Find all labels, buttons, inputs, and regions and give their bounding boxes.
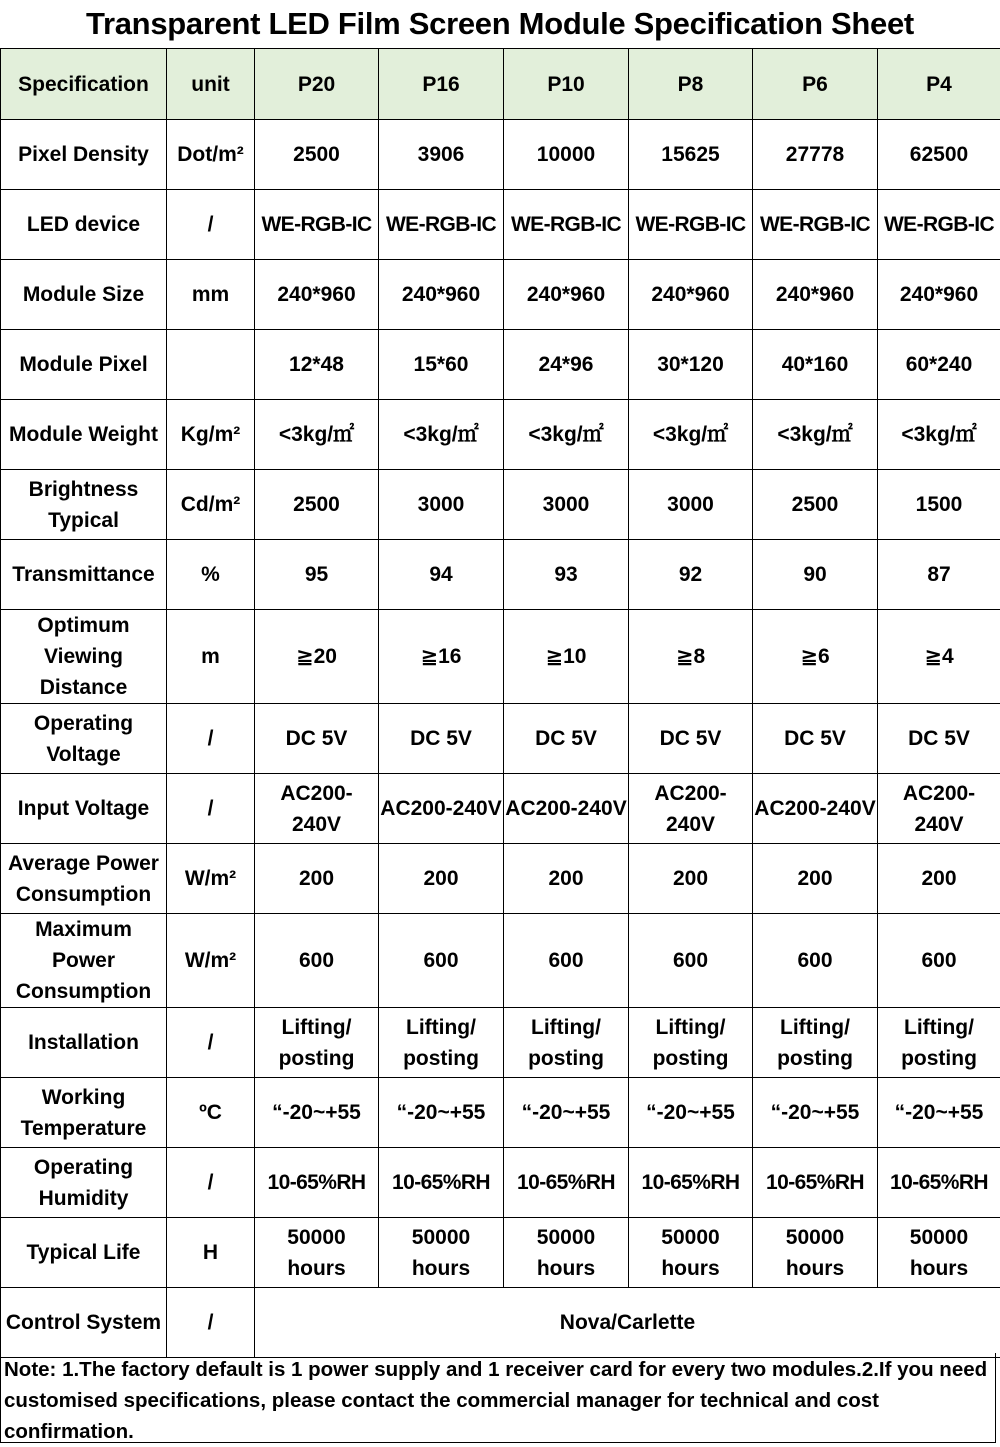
value-cell: 10-65%RH: [255, 1148, 379, 1218]
value-cell: 92: [629, 540, 753, 610]
value-cell: <3kg/㎡: [379, 400, 504, 470]
sheet-title: Transparent LED Film Screen Module Specification Sheet: [0, 0, 1000, 48]
value-cell: <3kg/㎡: [629, 400, 753, 470]
value-cell: AC200-240V: [504, 774, 629, 844]
value-cell: 200: [629, 844, 753, 914]
value-cell: 50000 hours: [878, 1218, 1000, 1288]
value-cell: WE-RGB-IC: [753, 190, 878, 260]
value-cell: DC 5V: [629, 704, 753, 774]
row-label: Operating Voltage: [1, 704, 167, 774]
row-unit: m: [167, 610, 255, 704]
value-cell: DC 5V: [379, 704, 504, 774]
row-label: Module Size: [1, 260, 167, 330]
row-label: LED device: [1, 190, 167, 260]
value-cell: 200: [379, 844, 504, 914]
value-cell: 15*60: [379, 330, 504, 400]
value-cell: 10-65%RH: [753, 1148, 878, 1218]
value-cell: AC200-240V: [753, 774, 878, 844]
header-cell: unit: [167, 49, 255, 120]
row-unit: /: [167, 1148, 255, 1218]
value-cell: 600: [753, 914, 878, 1008]
value-cell: “-20~+55: [629, 1078, 753, 1148]
header-cell: P20: [255, 49, 379, 120]
value-cell: ≧4: [878, 610, 1000, 704]
table-row: [1, 1148, 1000, 1218]
value-cell: 10-65%RH: [379, 1148, 504, 1218]
value-cell: Lifting/ posting: [878, 1008, 1000, 1078]
table-row: [1, 1008, 1000, 1078]
value-cell: 200: [255, 844, 379, 914]
value-cell: 600: [878, 914, 1000, 1008]
table-row: [1, 190, 1000, 260]
value-cell: 600: [255, 914, 379, 1008]
value-cell: 2500: [255, 470, 379, 540]
header-cell: P4: [878, 49, 1000, 120]
value-cell: 94: [379, 540, 504, 610]
value-cell: DC 5V: [504, 704, 629, 774]
row-label: Optimum Viewing Distance: [1, 610, 167, 704]
table-row: [1, 470, 1000, 540]
value-cell: 3000: [379, 470, 504, 540]
value-cell: 50000 hours: [379, 1218, 504, 1288]
table-row: [1, 844, 1000, 914]
value-cell: 95: [255, 540, 379, 610]
value-cell: 10-65%RH: [504, 1148, 629, 1218]
row-label: Typical Life: [1, 1218, 167, 1288]
value-cell: WE-RGB-IC: [878, 190, 1000, 260]
value-cell: 240*960: [255, 260, 379, 330]
row-unit: /: [167, 190, 255, 260]
value-cell: 10000: [504, 120, 629, 190]
row-label: Operating Humidity: [1, 1148, 167, 1218]
value-cell: ≧8: [629, 610, 753, 704]
table-row: [1, 914, 1000, 1008]
value-cell: 50000 hours: [753, 1218, 878, 1288]
row-unit: Dot/m²: [167, 120, 255, 190]
row-label: Installation: [1, 1008, 167, 1078]
value-cell: WE-RGB-IC: [504, 190, 629, 260]
value-cell: ≧20: [255, 610, 379, 704]
value-cell: ≧10: [504, 610, 629, 704]
table-row: [1, 704, 1000, 774]
value-cell: 200: [753, 844, 878, 914]
value-cell: WE-RGB-IC: [629, 190, 753, 260]
value-cell: 27778: [753, 120, 878, 190]
value-cell: 240*960: [629, 260, 753, 330]
value-cell: 240*960: [753, 260, 878, 330]
table-row: [1, 120, 1000, 190]
spec-table: [0, 48, 1000, 1358]
row-unit: mm: [167, 260, 255, 330]
row-unit: [167, 330, 255, 400]
value-cell: 200: [504, 844, 629, 914]
control-system-row: [1, 1288, 1000, 1358]
table-row: [1, 1078, 1000, 1148]
row-unit: /: [167, 1008, 255, 1078]
value-cell: 50000 hours: [504, 1218, 629, 1288]
row-label: Input Voltage: [1, 774, 167, 844]
value-cell: 62500: [878, 120, 1000, 190]
row-unit: /: [167, 774, 255, 844]
value-cell: 600: [504, 914, 629, 1008]
table-row: [1, 540, 1000, 610]
table-row: [1, 774, 1000, 844]
value-cell: DC 5V: [753, 704, 878, 774]
value-cell: “-20~+55: [255, 1078, 379, 1148]
value-cell: AC200-240V: [255, 774, 379, 844]
value-cell: 12*48: [255, 330, 379, 400]
value-cell: 15625: [629, 120, 753, 190]
row-label: Maximum Power Consumption: [1, 914, 167, 1008]
value-cell: 1500: [878, 470, 1000, 540]
value-cell: 24*96: [504, 330, 629, 400]
value-cell: 2500: [255, 120, 379, 190]
table-row: [1, 1218, 1000, 1288]
value-cell: 93: [504, 540, 629, 610]
value-cell: 240*960: [379, 260, 504, 330]
value-cell: 3000: [629, 470, 753, 540]
row-label: Average Power Consumption: [1, 844, 167, 914]
row-unit: /: [167, 704, 255, 774]
value-cell: 10-65%RH: [629, 1148, 753, 1218]
row-label: Module Weight: [1, 400, 167, 470]
value-cell: 50000 hours: [629, 1218, 753, 1288]
value-cell: <3kg/㎡: [878, 400, 1000, 470]
table-row: [1, 610, 1000, 704]
row-label: Module Pixel: [1, 330, 167, 400]
header-cell: Specification: [1, 49, 167, 120]
row-unit: W/m²: [167, 914, 255, 1008]
header-cell: P10: [504, 49, 629, 120]
row-label: Transmittance: [1, 540, 167, 610]
value-cell: ≧6: [753, 610, 878, 704]
value-cell: 90: [753, 540, 878, 610]
value-cell: WE-RGB-IC: [379, 190, 504, 260]
row-unit: %: [167, 540, 255, 610]
value-cell: AC200-240V: [379, 774, 504, 844]
value-cell: 240*960: [504, 260, 629, 330]
row-unit: ºC: [167, 1078, 255, 1148]
row-label: Control System: [1, 1288, 167, 1358]
value-cell: 2500: [753, 470, 878, 540]
row-unit: W/m²: [167, 844, 255, 914]
value-cell: “-20~+55: [753, 1078, 878, 1148]
header-cell: P8: [629, 49, 753, 120]
value-cell: ≧16: [379, 610, 504, 704]
header-cell: P6: [753, 49, 878, 120]
value-cell: AC200-240V: [629, 774, 753, 844]
row-unit: Cd/m²: [167, 470, 255, 540]
value-cell: 600: [629, 914, 753, 1008]
value-cell: 3906: [379, 120, 504, 190]
value-cell: “-20~+55: [379, 1078, 504, 1148]
row-label: Brightness Typical: [1, 470, 167, 540]
value-cell: “-20~+55: [504, 1078, 629, 1148]
value-cell: “-20~+55: [878, 1078, 1000, 1148]
value-cell: 200: [878, 844, 1000, 914]
header-row: [1, 49, 1000, 120]
value-cell: Lifting/ posting: [255, 1008, 379, 1078]
value-cell: Lifting/ posting: [379, 1008, 504, 1078]
header-cell: P16: [379, 49, 504, 120]
value-cell: DC 5V: [255, 704, 379, 774]
value-cell: Lifting/ posting: [504, 1008, 629, 1078]
value-cell: 30*120: [629, 330, 753, 400]
row-unit: H: [167, 1218, 255, 1288]
table-row: [1, 400, 1000, 470]
control-system-value: Nova/Carlette: [255, 1288, 1000, 1358]
value-cell: Lifting/ posting: [753, 1008, 878, 1078]
value-cell: <3kg/㎡: [504, 400, 629, 470]
value-cell: 3000: [504, 470, 629, 540]
value-cell: 600: [379, 914, 504, 1008]
value-cell: DC 5V: [878, 704, 1000, 774]
value-cell: <3kg/㎡: [753, 400, 878, 470]
value-cell: 87: [878, 540, 1000, 610]
table-row: [1, 260, 1000, 330]
value-cell: 10-65%RH: [878, 1148, 1000, 1218]
value-cell: 50000 hours: [255, 1218, 379, 1288]
table-row: [1, 330, 1000, 400]
value-cell: Lifting/ posting: [629, 1008, 753, 1078]
value-cell: <3kg/㎡: [255, 400, 379, 470]
row-unit: Kg/m²: [167, 400, 255, 470]
footnote: Note: 1.The factory default is 1 power supply and 1 receiver card for every two modules.2.If you need customised specifications, please contact the commercial manager for technical and cost confirmation.: [0, 1353, 996, 1443]
row-label: Pixel Density: [1, 120, 167, 190]
row-label: Working Temperature: [1, 1078, 167, 1148]
value-cell: 240*960: [878, 260, 1000, 330]
value-cell: AC200-240V: [878, 774, 1000, 844]
value-cell: 40*160: [753, 330, 878, 400]
value-cell: WE-RGB-IC: [255, 190, 379, 260]
row-unit: /: [167, 1288, 255, 1358]
spec-table-body: [1, 120, 1000, 1358]
value-cell: 60*240: [878, 330, 1000, 400]
